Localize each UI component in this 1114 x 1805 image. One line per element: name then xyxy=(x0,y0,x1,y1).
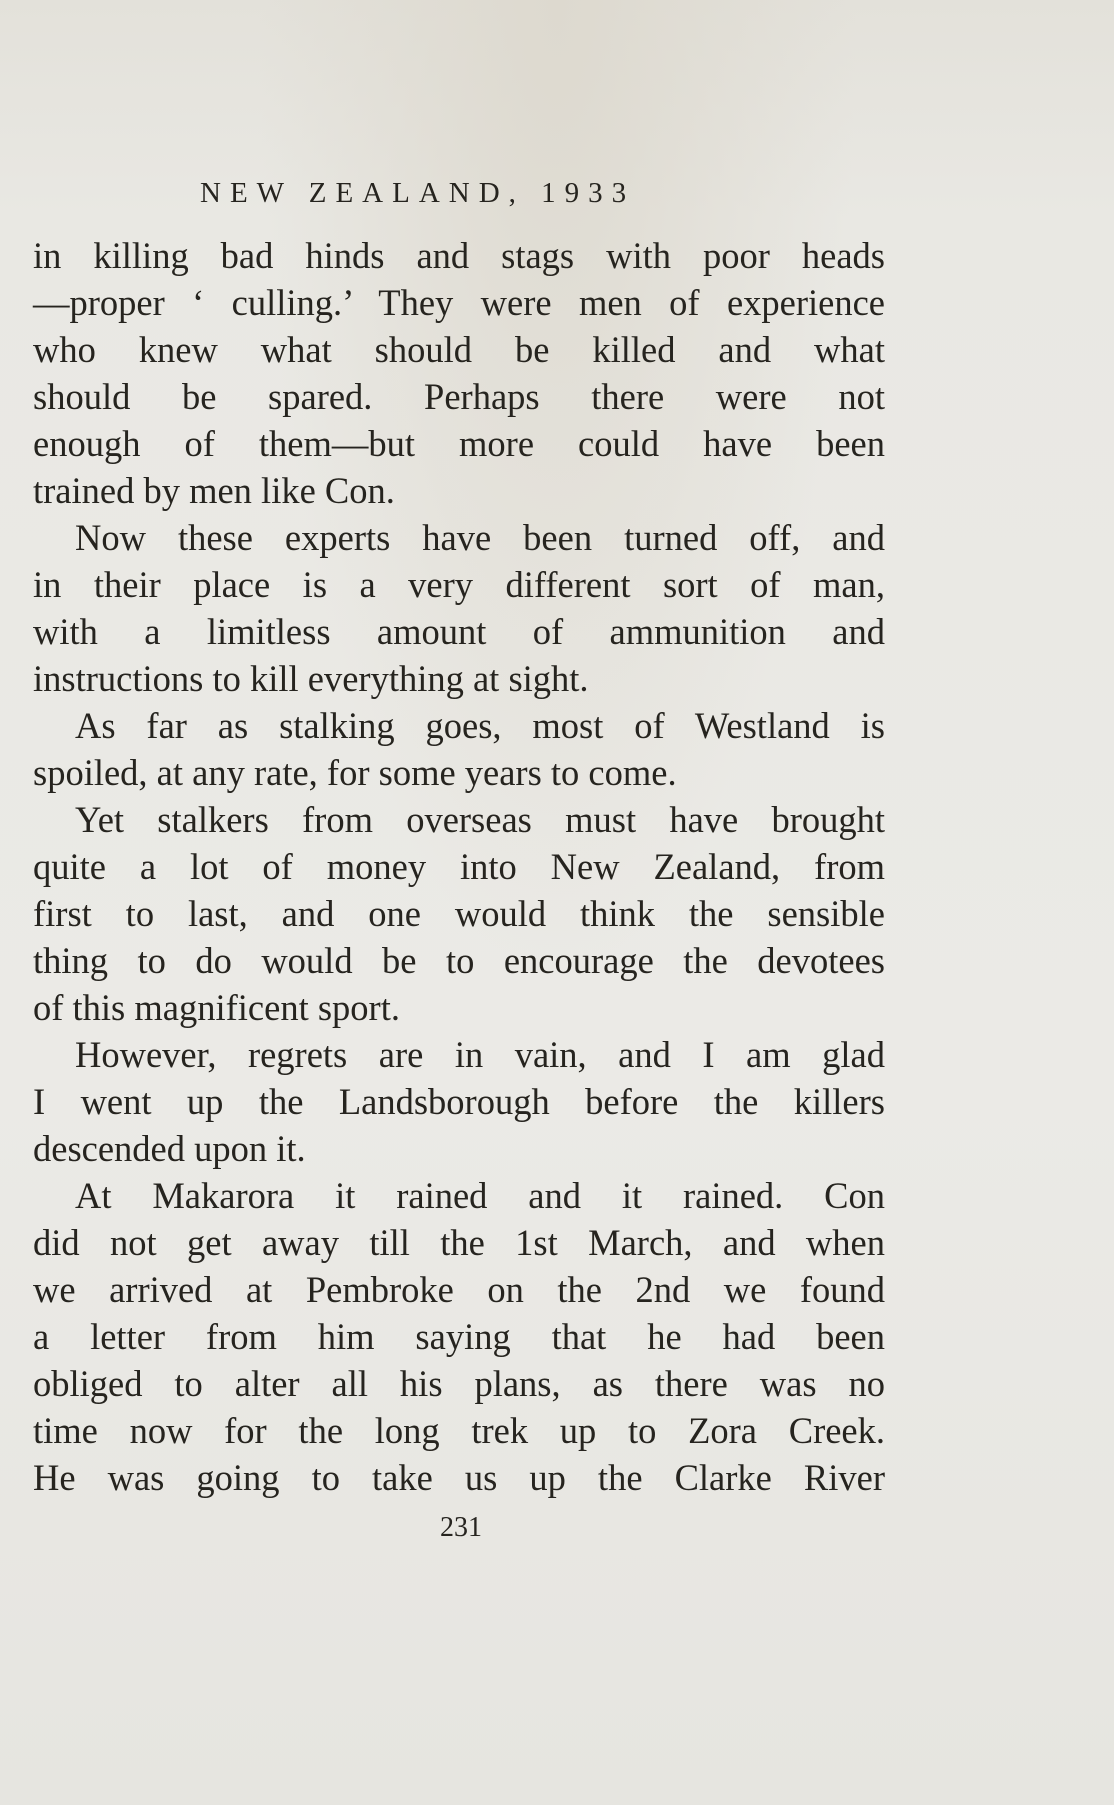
text-line: in killing bad hinds and stags with poor heads xyxy=(33,235,885,276)
text-line: of this magnificent sport. xyxy=(33,987,400,1028)
text-line: spoiled, at any rate, for some years to come. xyxy=(33,752,677,793)
running-head: NEW ZEALAND, 1933 xyxy=(200,177,636,209)
text-line: At Makarora it rained and it rained. Con xyxy=(75,1175,885,1216)
text-line: a letter from him saying that he had been xyxy=(33,1316,885,1357)
text-line: quite a lot of money into New Zealand, from xyxy=(33,846,885,887)
text-line: trained by men like Con. xyxy=(33,470,395,511)
text-line: Now these experts have been turned off, and xyxy=(75,517,885,558)
page-number: 231 xyxy=(440,1512,482,1543)
text-line: we arrived at Pembroke on the 2nd we found xyxy=(33,1269,885,1310)
text-line: Yet stalkers from overseas must have brought xyxy=(75,799,885,840)
text-line: with a limitless amount of ammunition and xyxy=(33,611,885,652)
text-line: I went up the Landsborough before the killers xyxy=(33,1081,885,1122)
text-line: He was going to take us up the Clarke River xyxy=(33,1457,885,1498)
text-line: thing to do would be to encourage the devotees xyxy=(33,940,885,981)
text-line: obliged to alter all his plans, as there was no xyxy=(33,1363,885,1404)
text-line: first to last, and one would think the sensible xyxy=(33,893,885,934)
text-line: who knew what should be killed and what xyxy=(33,329,885,370)
text-line: should be spared. Perhaps there were not xyxy=(33,376,885,417)
text-line: instructions to kill everything at sight. xyxy=(33,658,589,699)
text-line: However, regrets are in vain, and I am glad xyxy=(75,1034,885,1075)
text-line: As far as stalking goes, most of Westland is xyxy=(75,705,885,746)
text-line: —proper ‘ culling.’ They were men of experience xyxy=(33,282,885,323)
text-line: did not get away till the 1st March, and when xyxy=(33,1222,885,1263)
text-line: in their place is a very different sort of man, xyxy=(33,564,885,605)
text-line: time now for the long trek up to Zora Creek. xyxy=(33,1410,885,1451)
text-line: enough of them—but more could have been xyxy=(33,423,885,464)
text-line: descended upon it. xyxy=(33,1128,306,1169)
body-text xyxy=(33,232,885,1501)
